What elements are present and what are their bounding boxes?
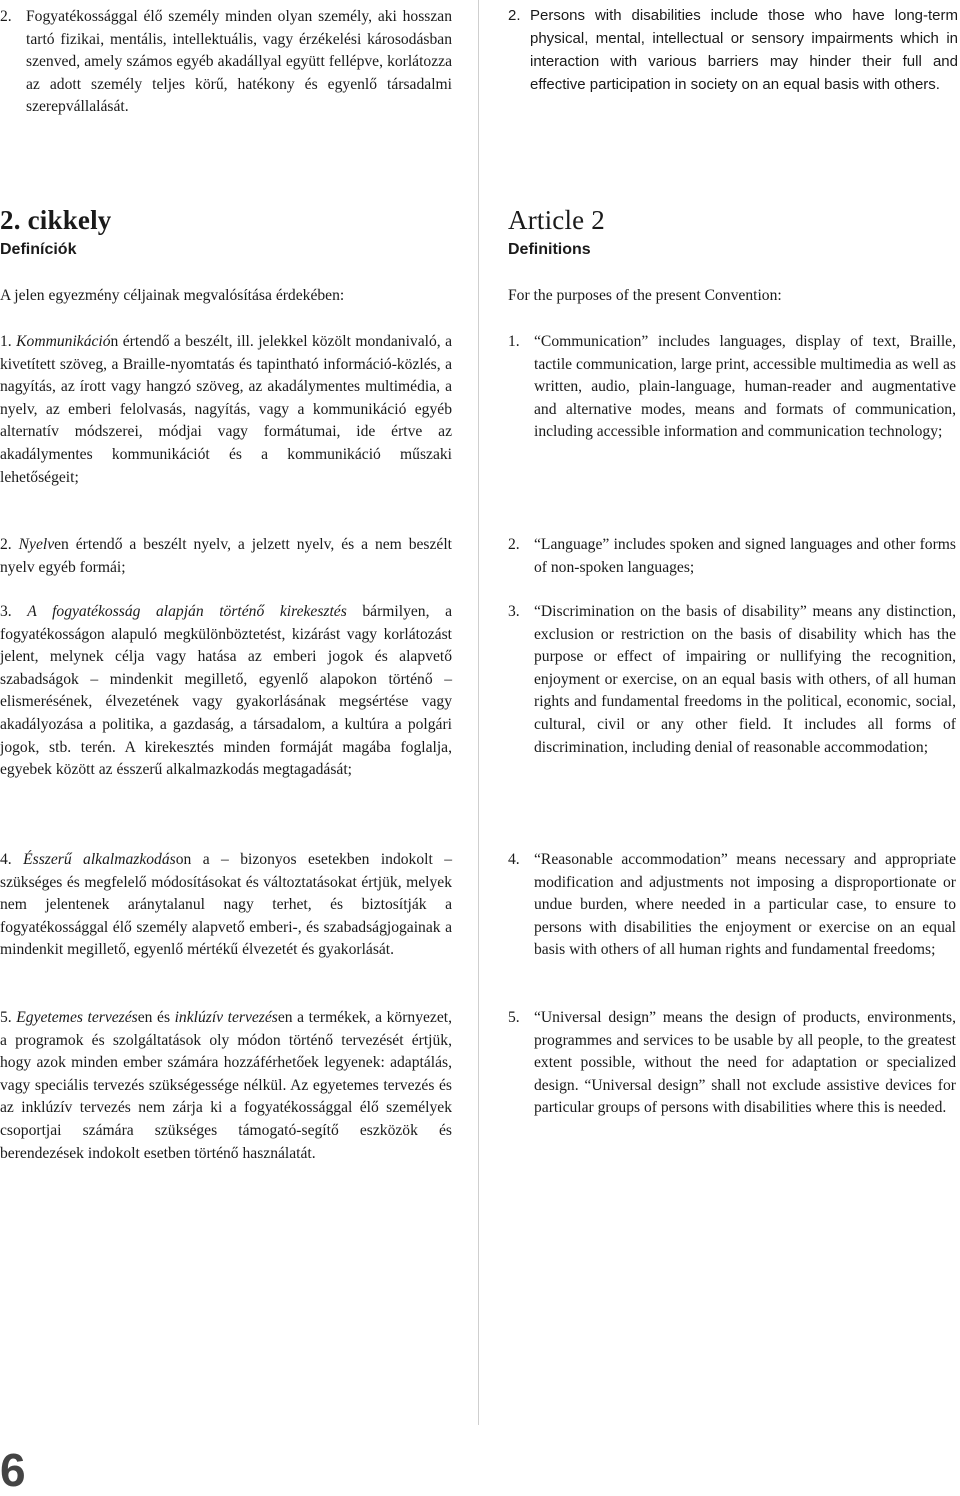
definition-text: en értendő a beszélt nyelv, a jelzett nyelv, és a nem beszélt nyelv egyéb formái; (0, 536, 453, 576)
definition-text: n értendő a beszélt, ill. jelekkel közölt mondanivaló, a kivetített szöveg, a Braille-nyomtatás és tapintható információ-közlés, a nagyítás, az írott vagy hangzó szöveg, az akadálymentes multimédia, a nyelv, az emberi felolvasás, nagyítás, vagy a kommunikáció egyéb alternatív módszerei, módjai vagy formátumai, ide értve az akadálymentes kommunikációt és a kommunikáció műszaki lehetőségeit; (0, 333, 453, 486)
hu-article2-subheading: Definíciók (0, 241, 77, 258)
en-definition-1 (508, 331, 956, 444)
item-number: 2. (0, 8, 12, 25)
hu-article2-intro: A jelen egyezmény céljainak megvalósítása érdekében: (0, 287, 345, 304)
hu-article2-heading: 2. cikkely (0, 205, 112, 235)
definition-text: bármilyen, a fogyatékosságon alapuló megkülönböztetést, kizárást vagy korlátozást jelent, melynek célja vagy hatása az emberi jogok és alapvető szabadságok – mindenkit megillető, egyenlő alapokon történő – elismerésének, élvezetének vagy gyakorlásának megsértése vagy akadályozása a politika, a gazdaság, a társadalom, a kultúra a polgári jogok, stb. terén. A kirekesztés minden formáját magába foglalja, egyebek között az ésszerű alkalmazkodás megtagadását; (0, 603, 452, 779)
definition-text: “Reasonable accommodation” means necessary and appropriate modification and adjustments not imposing a disproportionate or undue burden, where needed in a particular case, to ensure to persons with disabilities the enjoyment or exercise on an equal basis with others of all human rights and fundamental freedoms; (534, 851, 956, 959)
hu-definition-2 (0, 534, 452, 579)
hu-article1-item2 (0, 6, 452, 119)
item-number: 2. (508, 536, 520, 553)
en-article2-intro: For the purposes of the present Convention: (508, 287, 782, 304)
page-number: 6 (0, 1444, 26, 1496)
hu-definition-3 (0, 601, 452, 782)
en-article2-subheading: Definitions (508, 241, 591, 258)
en-definition-3 (508, 601, 956, 759)
defined-term: Nyelv (18, 536, 55, 553)
item-text: Fogyatékossággal élő személy minden olyan személy, aki hosszan tartó fizikai, mentális, intellektuális, vagy érzékelési károsodásban szenved, amely számos egyéb akadállyal együtt fellépve, korlátozza az adott személy teljes körű, hatékony és egyenlő társadalmi szerepvállalását. (26, 8, 452, 116)
item-number: 4. (508, 851, 520, 868)
hu-definition-4 (0, 849, 452, 962)
item-number: 2. (0, 536, 19, 553)
item-number: 5. (508, 1009, 520, 1026)
en-definition-4 (508, 849, 956, 962)
en-definition-2 (508, 534, 956, 579)
definition-text: “Language” includes spoken and signed languages and other forms of non-spoken languages; (534, 536, 956, 576)
item-number: 1. (0, 333, 17, 350)
en-article1-item2 (508, 4, 958, 96)
item-number: 3. (0, 603, 28, 620)
item-number: 2. (508, 7, 521, 24)
item-number: 3. (508, 603, 520, 620)
definition-text: en és (137, 1009, 175, 1026)
item-number: 1. (508, 333, 520, 350)
en-article2-heading: Article 2 (508, 205, 606, 235)
defined-term: Egyetemes tervezés (16, 1009, 138, 1026)
definition-text: “Discrimination on the basis of disability” means any distinction, exclusion or restriction on the basis of disability which has the purpose or effect of impairing or nullifying the recognition, enjoyment or exercise, on an equal basis with others, of all human rights and fundamental freedoms in the political, economic, social, cultural, civil or any other field. It includes all forms of discrimination, including denial of reasonable accommodation; (534, 603, 956, 756)
defined-term: Ésszerű alkalmazkodás (23, 851, 176, 868)
item-text: Persons with disabilities include those who have long-term physical, mental, intellectual or sensory impairments which in interaction with various barriers may hinder their full and effective participation in society on an equal basis with others. (530, 7, 958, 93)
defined-term-2: inklúzív tervezés (174, 1009, 278, 1026)
en-definition-5 (508, 1007, 956, 1120)
hu-definition-1 (0, 331, 452, 489)
item-number: 4. (0, 851, 24, 868)
definition-text: en a termékek, a környezet, a programok és szolgáltatások oly módon történő tervezését értjük, hogy azok minden ember számára hozzáférhetőek legyenek: adaptálás, vagy speciális tervezés szükségessége nélkül. Az egyetemes tervezés és az inklúzív tervezés nem zárja ki a fogyatékossággal élő személyek csoportjai számára szükséges támogató-segítő eszközök és berendezések indokolt esetben történő használatát. (0, 1009, 452, 1162)
item-number: 5. (0, 1009, 17, 1026)
definition-text: “Universal design” means the design of products, environments, programmes and services to be usable by all people, to the greatest extent possible, without the need for adaptation or specialized design. “Universal design” shall not exclude assistive devices for particular groups of persons with disabilities where this is needed. (534, 1009, 956, 1117)
hu-definition-5 (0, 1007, 452, 1165)
definition-text: on a – bizonyos esetekben indokolt – szükséges és megfelelő módosításokat és változtatásokat értjük, melyek nem jelentenek aránytalanul nagy terhet, és biztosítják a fogyatékossággal élő személy alapvető emberi-, és szabadságjogainak a mindenkit megillető, egyenlő mértékű élvezetét és gyakorlását. (0, 851, 453, 959)
column-divider (478, 0, 479, 1425)
defined-term: A fogyatékosság alapján történő kirekesztés (27, 603, 347, 620)
definition-text: “Communication” includes languages, display of text, Braille, tactile communication, large print, accessible multimedia as well as written, audio, plain-language, human-reader and augmentative and alternative modes, means and formats of communication, including accessible information and communication technology; (534, 333, 956, 441)
defined-term: Kommunikáció (16, 333, 111, 350)
